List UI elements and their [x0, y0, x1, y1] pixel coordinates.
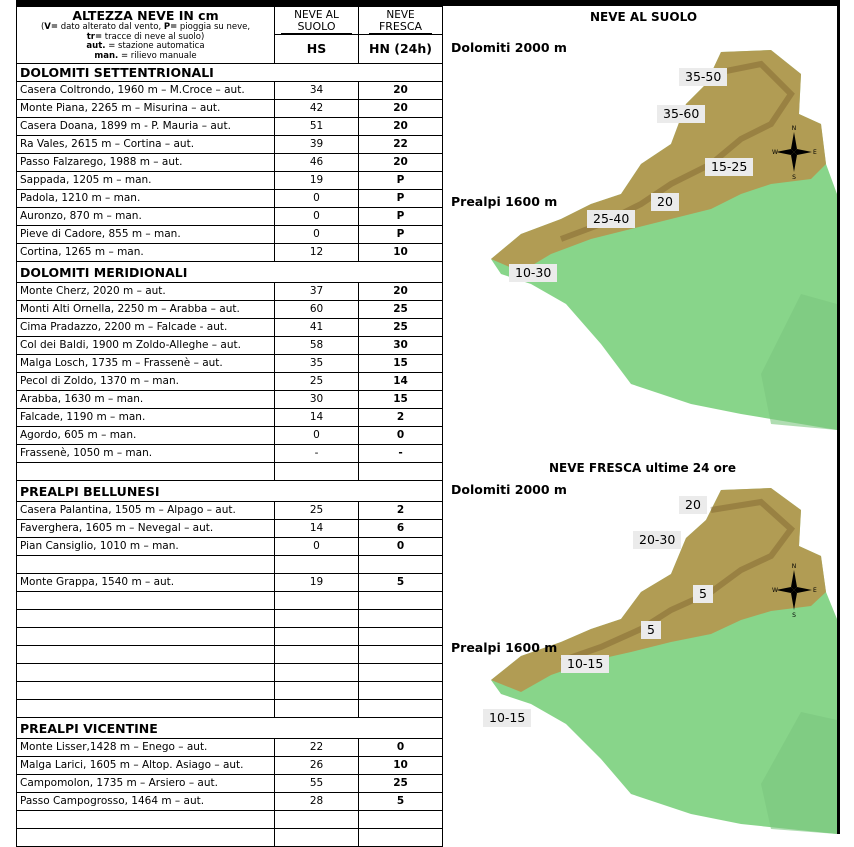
map2-value-dolomiti-north: 20 [679, 496, 707, 514]
station-cell: Passo Falzarego, 1988 m – aut. [17, 154, 275, 172]
hn-value-cell: 10 [359, 757, 443, 775]
station-cell: Pian Cansiglio, 1010 m – man. [17, 538, 275, 556]
hs-value-cell: 39 [275, 136, 359, 154]
hn-value-cell: 20 [359, 118, 443, 136]
hn-value-cell: 2 [359, 409, 443, 427]
table-row [17, 829, 443, 847]
hn-value-cell: 0 [359, 538, 443, 556]
station-cell: Malga Larici, 1605 m – Altop. Asiago – aut. [17, 757, 275, 775]
station-cell: Pecol di Zoldo, 1370 m – man. [17, 373, 275, 391]
table-row [17, 592, 443, 610]
svg-text:W: W [772, 587, 778, 594]
hs-value-cell [275, 592, 359, 610]
station-cell [17, 811, 275, 829]
table-row [17, 682, 443, 700]
legend-line-1: (V= dato alterato dal vento, P= pioggia su neve, [40, 22, 251, 32]
station-cell: Cortina, 1265 m – man. [17, 244, 275, 262]
map1-value-dolomiti-central: 35-60 [657, 105, 705, 123]
table-row [17, 319, 443, 337]
hn-value-cell: - [359, 445, 443, 463]
legend-line-4: man. = rilievo manuale [94, 50, 197, 61]
section-title: DOLOMITI MERIDIONALI [17, 262, 443, 283]
table-row [17, 502, 443, 520]
hs-value-cell: 0 [275, 538, 359, 556]
table-row [17, 556, 443, 574]
map-title-snow-on-ground: NEVE AL SUOLO [590, 10, 698, 24]
hn-value-cell: 20 [359, 82, 443, 100]
station-cell: Cima Pradazzo, 2200 m – Falcade - aut. [17, 319, 275, 337]
table-row [17, 427, 443, 445]
station-cell: Casera Palantina, 1505 m – Alpago – aut. [17, 502, 275, 520]
table-row [17, 190, 443, 208]
map1-value-prealpi-bellunesi: 20 [651, 193, 679, 211]
hn-value-cell: P [359, 172, 443, 190]
hn-value-cell: P [359, 208, 443, 226]
hn-value-cell [359, 811, 443, 829]
hn-value-cell [359, 592, 443, 610]
hn-value-cell: 20 [359, 100, 443, 118]
station-cell [17, 646, 275, 664]
hs-value-cell: 22 [275, 739, 359, 757]
svg-text:N: N [791, 125, 797, 132]
svg-text:S: S [792, 612, 796, 618]
hn-value-cell: P [359, 226, 443, 244]
hs-value-cell [275, 628, 359, 646]
table-row [17, 610, 443, 628]
section-header-row [17, 64, 443, 82]
section-header-row [17, 262, 443, 283]
table-row [17, 811, 443, 829]
station-cell [17, 610, 275, 628]
hn-value-cell: 2 [359, 502, 443, 520]
station-cell: Pieve di Cadore, 855 m – man. [17, 226, 275, 244]
station-cell [17, 592, 275, 610]
hs-value-cell: 34 [275, 82, 359, 100]
station-cell [17, 628, 275, 646]
station-cell: Campomolon, 1735 m – Arsiero – aut. [17, 775, 275, 793]
hn-value-cell [359, 682, 443, 700]
compass-rose-icon [771, 562, 817, 618]
station-cell: Ra Vales, 2615 m – Cortina – aut. [17, 136, 275, 154]
section-title: PREALPI BELLUNESI [17, 481, 443, 502]
table-row [17, 283, 443, 301]
table-row [17, 409, 443, 427]
hn-value-cell: 14 [359, 373, 443, 391]
map1-dolomiti-label: Dolomiti 2000 m [451, 40, 567, 55]
svg-text:S: S [792, 174, 796, 180]
station-cell: Frassenè, 1050 m – man. [17, 445, 275, 463]
hs-value-cell [275, 700, 359, 718]
table-title: ALTEZZA NEVE IN cm [72, 8, 219, 23]
hs-value-cell: 19 [275, 172, 359, 190]
table-row [17, 355, 443, 373]
station-cell [17, 463, 275, 481]
table-row [17, 793, 443, 811]
station-cell: Casera Doana, 1899 m - P. Mauria – aut. [17, 118, 275, 136]
station-cell: Col dei Baldi, 1900 m Zoldo-Alleghe – aut. [17, 337, 275, 355]
table-row [17, 391, 443, 409]
table-row [17, 445, 443, 463]
station-cell: Casera Coltrondo, 1960 m – M.Croce – aut. [17, 82, 275, 100]
hn-value-cell: 20 [359, 283, 443, 301]
hn-value-cell: 15 [359, 391, 443, 409]
hs-value-cell: 19 [275, 574, 359, 592]
map1-value-prealpi-vicentine: 10-30 [509, 264, 557, 282]
hn-value-cell: 15 [359, 355, 443, 373]
hs-value-cell: 46 [275, 154, 359, 172]
table-row [17, 208, 443, 226]
hn-value-cell: P [359, 190, 443, 208]
svg-text:N: N [791, 563, 797, 570]
station-cell [17, 829, 275, 847]
hn-value-cell: 20 [359, 154, 443, 172]
hs-value-cell: 37 [275, 283, 359, 301]
table-row [17, 172, 443, 190]
hn-value-cell: 0 [359, 427, 443, 445]
hs-value-cell: 25 [275, 373, 359, 391]
hs-value-cell: 55 [275, 775, 359, 793]
hs-value-cell [275, 829, 359, 847]
hs-value-cell: 35 [275, 355, 359, 373]
table-row [17, 301, 443, 319]
hs-value-cell [275, 556, 359, 574]
table-row [17, 154, 443, 172]
table-row [17, 700, 443, 718]
hs-value-cell [275, 664, 359, 682]
hn-value-cell: 25 [359, 775, 443, 793]
snow-depth-table [16, 6, 443, 847]
station-cell: Malga Losch, 1735 m – Frassenè – aut. [17, 355, 275, 373]
hn-value-cell: 25 [359, 301, 443, 319]
hs-value-cell: 58 [275, 337, 359, 355]
table-row [17, 664, 443, 682]
station-cell [17, 700, 275, 718]
hs-value-cell [275, 463, 359, 481]
hn-value-cell [359, 829, 443, 847]
header-title-cell [17, 7, 275, 64]
hs-value-cell: - [275, 445, 359, 463]
station-cell: Monti Alti Ornella, 2250 m – Arabba – aut. [17, 301, 275, 319]
hn-value-cell: 22 [359, 136, 443, 154]
hs-value-cell: 14 [275, 409, 359, 427]
hn-value-cell: 10 [359, 244, 443, 262]
table-row [17, 100, 443, 118]
map1-value-dolomiti-north: 35-50 [679, 68, 727, 86]
hn-value-cell: 25 [359, 319, 443, 337]
hs-value-cell: 25 [275, 502, 359, 520]
svg-text:W: W [772, 149, 778, 156]
hs-value-cell: 41 [275, 319, 359, 337]
hs-value-cell: 42 [275, 100, 359, 118]
section-title: DOLOMITI SETTENTRIONALI [17, 64, 443, 82]
map1-value-prealpi-grappa: 25-40 [587, 210, 635, 228]
hn-value-cell: 5 [359, 793, 443, 811]
station-cell: Falcade, 1190 m – man. [17, 409, 275, 427]
hn-value-cell: 5 [359, 574, 443, 592]
hn-value-cell [359, 628, 443, 646]
map2-value-dolomiti-central: 20-30 [633, 531, 681, 549]
hs-column-header: NEVE AL SUOLO [275, 7, 359, 35]
hn-value-cell [359, 556, 443, 574]
map2-prealpi-label: Prealpi 1600 m [451, 640, 558, 655]
station-cell [17, 664, 275, 682]
table-row [17, 739, 443, 757]
legend-line-3: aut. = stazione automatica [86, 41, 205, 51]
station-cell: Monte Grappa, 1540 m – aut. [17, 574, 275, 592]
hs-value-cell: 30 [275, 391, 359, 409]
hs-value-cell: 12 [275, 244, 359, 262]
hn-value-cell [359, 700, 443, 718]
hn-code: HN (24h) [359, 35, 443, 64]
station-cell: Faverghera, 1605 m – Nevegal – aut. [17, 520, 275, 538]
hn-value-cell: 6 [359, 520, 443, 538]
legend-line-2: tr= tracce di neve al suolo) [86, 31, 205, 42]
hs-value-cell: 0 [275, 427, 359, 445]
hs-value-cell [275, 811, 359, 829]
table-row [17, 337, 443, 355]
table-row [17, 463, 443, 481]
table-row [17, 775, 443, 793]
table-row [17, 574, 443, 592]
station-cell: Monte Cherz, 2020 m – aut. [17, 283, 275, 301]
station-cell: Passo Campogrosso, 1464 m – aut. [17, 793, 275, 811]
station-cell: Monte Lisser,1428 m – Enego – aut. [17, 739, 275, 757]
compass-rose-icon [771, 124, 817, 180]
hs-value-cell: 14 [275, 520, 359, 538]
map1-prealpi-label: Prealpi 1600 m [451, 194, 558, 209]
map-title-fresh-snow: NEVE FRESCA ultime 24 ore [549, 461, 736, 475]
table-row [17, 538, 443, 556]
veneto-map-snow-on-ground [471, 44, 837, 430]
hs-value-cell: 26 [275, 757, 359, 775]
map2-value-dolomiti-south: 5 [693, 585, 713, 603]
hn-value-cell [359, 610, 443, 628]
station-cell: Padola, 1210 m – man. [17, 190, 275, 208]
map2-dolomiti-label: Dolomiti 2000 m [451, 482, 567, 497]
table-row [17, 646, 443, 664]
svg-text:E: E [813, 587, 817, 594]
station-cell: Auronzo, 870 m – man. [17, 208, 275, 226]
table-row [17, 136, 443, 154]
station-cell: Monte Piana, 2265 m – Misurina – aut. [17, 100, 275, 118]
hs-value-cell [275, 610, 359, 628]
hn-value-cell: 0 [359, 739, 443, 757]
maps-panel [442, 6, 840, 834]
hs-value-cell: 0 [275, 190, 359, 208]
map2-value-prealpi-bellunesi: 5 [641, 621, 661, 639]
station-cell: Arabba, 1630 m – man. [17, 391, 275, 409]
map2-value-prealpi-grappa: 10-15 [561, 655, 609, 673]
table-header-row [17, 7, 443, 35]
hs-value-cell: 60 [275, 301, 359, 319]
station-cell [17, 556, 275, 574]
hs-value-cell [275, 646, 359, 664]
section-header-row [17, 718, 443, 739]
map2-value-prealpi-vicentine: 10-15 [483, 709, 531, 727]
hn-value-cell: 30 [359, 337, 443, 355]
table-row [17, 628, 443, 646]
svg-text:E: E [813, 149, 817, 156]
hs-value-cell: 51 [275, 118, 359, 136]
station-cell: Sappada, 1205 m – man. [17, 172, 275, 190]
table-row [17, 118, 443, 136]
map1-value-dolomiti-south: 15-25 [705, 158, 753, 176]
hn-value-cell [359, 646, 443, 664]
hs-value-cell [275, 682, 359, 700]
section-header-row [17, 481, 443, 502]
table-row [17, 82, 443, 100]
table-row [17, 373, 443, 391]
table-row [17, 244, 443, 262]
hs-value-cell: 0 [275, 208, 359, 226]
table-row [17, 226, 443, 244]
hn-value-cell [359, 664, 443, 682]
hs-value-cell: 28 [275, 793, 359, 811]
hs-value-cell: 0 [275, 226, 359, 244]
table-row [17, 520, 443, 538]
section-title: PREALPI VICENTINE [17, 718, 443, 739]
station-cell: Agordo, 605 m – man. [17, 427, 275, 445]
station-cell [17, 682, 275, 700]
hn-column-header: NEVE FRESCA [359, 7, 443, 35]
table-row [17, 757, 443, 775]
hn-value-cell [359, 463, 443, 481]
hs-code: HS [275, 35, 359, 64]
